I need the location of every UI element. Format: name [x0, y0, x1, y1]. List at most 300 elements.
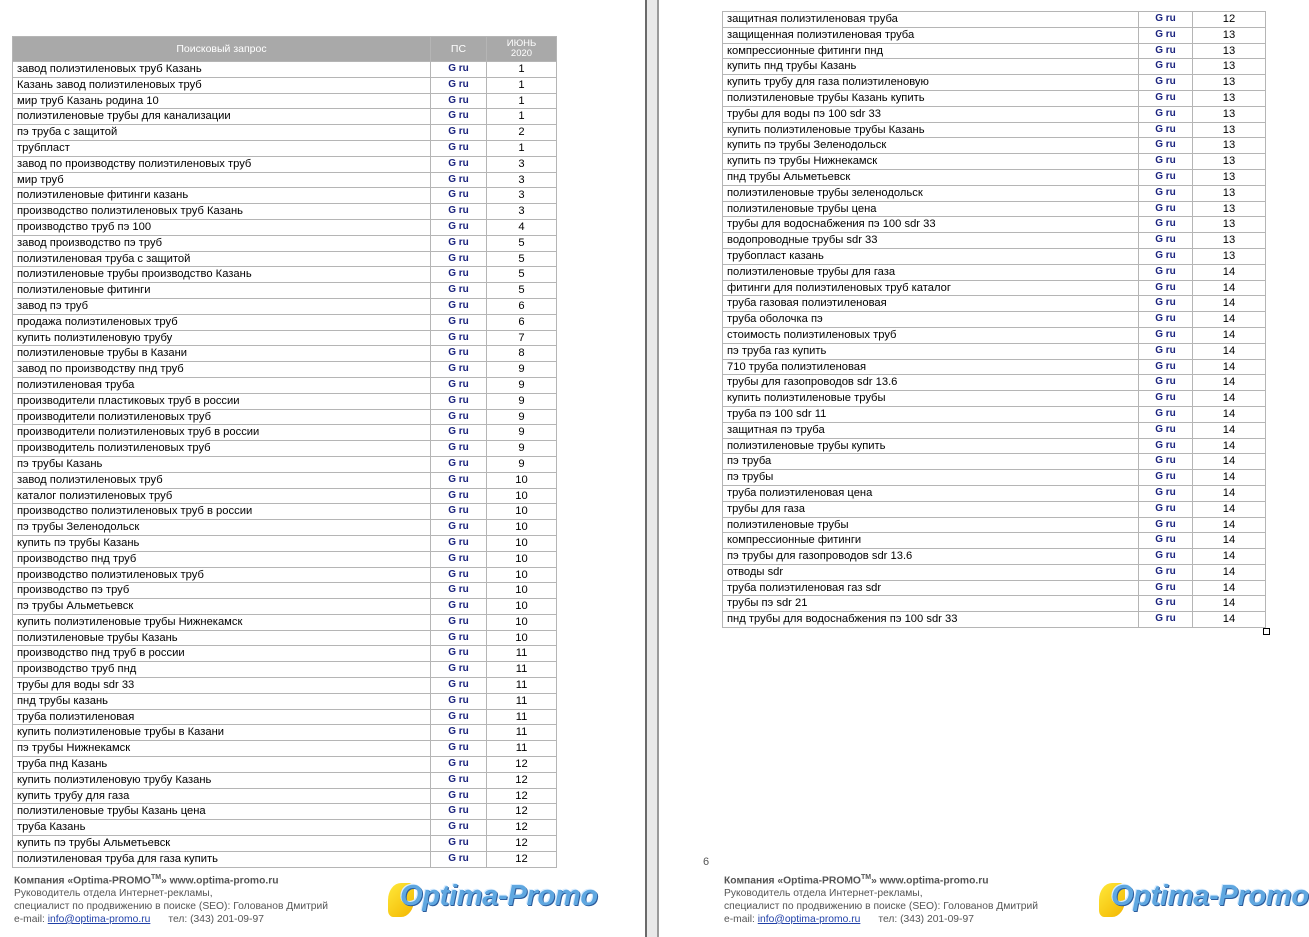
search-engine-cell: G ru: [431, 377, 487, 393]
query-cell: трубы для воды пэ 100 sdr 33: [723, 106, 1139, 122]
phone: тел: (343) 201-09-97: [878, 913, 974, 925]
query-cell: производство труб пнд: [13, 662, 431, 678]
search-engine-cell: G ru: [1139, 185, 1193, 201]
query-cell: производство пнд труб: [13, 551, 431, 567]
position-cell: 13: [1193, 185, 1266, 201]
position-cell: 10: [487, 504, 557, 520]
search-engine-cell: G ru: [431, 614, 487, 630]
search-engine-cell: G ru: [1139, 485, 1193, 501]
table-row: [13, 188, 557, 204]
position-cell: 10: [487, 535, 557, 551]
query-cell: полиэтиленовые фитинги казань: [13, 188, 431, 204]
position-cell: 10: [487, 520, 557, 536]
query-cell: труба оболочка пэ: [723, 312, 1139, 328]
logo-text: Optima-Promo: [1111, 880, 1309, 912]
position-cell: 1: [487, 62, 557, 78]
position-cell: 5: [487, 235, 557, 251]
query-cell: полиэтиленовые трубы: [723, 517, 1139, 533]
search-engine-cell: G ru: [431, 251, 487, 267]
position-cell: 10: [487, 614, 557, 630]
query-cell: завод по производству пнд труб: [13, 362, 431, 378]
table-row: [723, 375, 1266, 391]
search-engine-cell: G ru: [431, 662, 487, 678]
search-engine-cell: G ru: [431, 109, 487, 125]
header-year: 2020: [510, 48, 533, 59]
position-cell: 10: [487, 472, 557, 488]
table-row: [13, 599, 557, 615]
position-cell: 6: [487, 314, 557, 330]
table-row: [13, 330, 557, 346]
position-cell: 10: [487, 630, 557, 646]
position-cell: 3: [487, 188, 557, 204]
table-row: [13, 251, 557, 267]
position-cell: 9: [487, 393, 557, 409]
table-row: [723, 312, 1266, 328]
page-number: 6: [703, 856, 710, 868]
search-engine-cell: G ru: [1139, 564, 1193, 580]
company-site: » www.optima-promo.ru: [871, 875, 989, 887]
search-engine-cell: G ru: [1139, 138, 1193, 154]
table-header-row: [13, 37, 557, 62]
query-cell: Казань завод полиэтиленовых труб: [13, 77, 431, 93]
search-engine-cell: G ru: [1139, 391, 1193, 407]
table-row: [723, 517, 1266, 533]
table-row: [13, 362, 557, 378]
search-engine-cell: G ru: [1139, 154, 1193, 170]
email-label: e-mail:: [14, 913, 48, 925]
footer-company: [14, 872, 328, 888]
position-cell: 10: [487, 567, 557, 583]
position-cell: 11: [487, 693, 557, 709]
search-engine-cell: G ru: [431, 630, 487, 646]
table-row: [13, 614, 557, 630]
query-cell: купить полиэтиленовую трубу: [13, 330, 431, 346]
query-cell: пэ трубы: [723, 470, 1139, 486]
table-row: [13, 283, 557, 299]
table-row: [13, 820, 557, 836]
table-row: [13, 156, 557, 172]
table-row: [13, 140, 557, 156]
query-cell: труба Казань: [13, 820, 431, 836]
query-cell: полиэтиленовые трубы Казань цена: [13, 804, 431, 820]
trademark: TM: [860, 874, 872, 881]
position-cell: 8: [487, 346, 557, 362]
table-row: [13, 520, 557, 536]
position-cell: 5: [487, 283, 557, 299]
email-label: e-mail:: [724, 913, 758, 925]
position-cell: 9: [487, 409, 557, 425]
query-cell: труба газовая полиэтиленовая: [723, 296, 1139, 312]
table-row: [13, 109, 557, 125]
table-row: [13, 472, 557, 488]
query-cell: компрессионные фитинги: [723, 533, 1139, 549]
table-row: [13, 725, 557, 741]
search-engine-cell: G ru: [431, 709, 487, 725]
table-row: [723, 422, 1266, 438]
position-cell: 12: [487, 757, 557, 773]
query-cell: полиэтиленовые трубы в Казани: [13, 346, 431, 362]
table-row: [13, 204, 557, 220]
query-cell: труба полиэтиленовая газ sdr: [723, 580, 1139, 596]
search-engine-cell: G ru: [431, 678, 487, 694]
search-engine-cell: G ru: [1139, 296, 1193, 312]
position-cell: 14: [1193, 375, 1266, 391]
position-cell: 12: [487, 772, 557, 788]
position-cell: 14: [1193, 533, 1266, 549]
search-engine-cell: G ru: [1139, 248, 1193, 264]
query-cell: труба полиэтиленовая: [13, 709, 431, 725]
position-cell: 11: [487, 709, 557, 725]
query-cell: 710 труба полиэтиленовая: [723, 359, 1139, 375]
position-cell: 12: [1193, 12, 1266, 28]
search-engine-cell: G ru: [1139, 612, 1193, 628]
table-row: [723, 217, 1266, 233]
query-cell: трубы для воды sdr 33: [13, 678, 431, 694]
table-row: [723, 233, 1266, 249]
position-cell: 10: [487, 599, 557, 615]
table-row: [723, 138, 1266, 154]
company-logo: [1099, 877, 1309, 919]
position-cell: 12: [487, 804, 557, 820]
search-engine-cell: G ru: [431, 472, 487, 488]
query-cell: пэ трубы Зеленодольск: [13, 520, 431, 536]
document-page-right: [659, 0, 1309, 937]
table-row: [13, 757, 557, 773]
table-row: [13, 441, 557, 457]
query-cell: производитель полиэтиленовых труб: [13, 441, 431, 457]
position-cell: 14: [1193, 296, 1266, 312]
company-name: Компания «Optima-PROMO: [724, 875, 861, 887]
table-row: [13, 346, 557, 362]
search-engine-cell: G ru: [1139, 75, 1193, 91]
search-engine-cell: G ru: [431, 693, 487, 709]
position-cell: 14: [1193, 422, 1266, 438]
search-engine-cell: G ru: [431, 172, 487, 188]
table-row: [723, 264, 1266, 280]
table-row: [723, 391, 1266, 407]
query-cell: купить пэ трубы Зеленодольск: [723, 138, 1139, 154]
company-site: » www.optima-promo.ru: [161, 875, 279, 887]
table-row: [723, 201, 1266, 217]
search-engine-cell: G ru: [431, 314, 487, 330]
table-row: [13, 377, 557, 393]
search-engine-cell: G ru: [1139, 359, 1193, 375]
search-engine-cell: G ru: [1139, 422, 1193, 438]
search-engine-cell: G ru: [431, 583, 487, 599]
table-row: [723, 359, 1266, 375]
position-cell: 13: [1193, 43, 1266, 59]
position-cell: 14: [1193, 596, 1266, 612]
query-cell: полиэтиленовые трубы Казань купить: [723, 90, 1139, 106]
search-engine-cell: G ru: [1139, 327, 1193, 343]
table-row: [723, 280, 1266, 296]
query-cell: производители полиэтиленовых труб: [13, 409, 431, 425]
search-engine-cell: G ru: [431, 362, 487, 378]
search-engine-cell: G ru: [1139, 12, 1193, 28]
position-cell: 1: [487, 77, 557, 93]
query-cell: защитная полиэтиленовая труба: [723, 12, 1139, 28]
position-cell: 9: [487, 362, 557, 378]
table-body-left: [13, 62, 557, 868]
table-row: [13, 456, 557, 472]
search-engine-cell: G ru: [1139, 27, 1193, 43]
table-row: [723, 454, 1266, 470]
position-cell: 13: [1193, 27, 1266, 43]
page-gutter: [645, 0, 659, 937]
query-cell: полиэтиленовые трубы для канализации: [13, 109, 431, 125]
search-engine-cell: G ru: [431, 725, 487, 741]
header-query: Поисковый запрос: [13, 37, 431, 62]
position-cell: 10: [487, 551, 557, 567]
search-engine-cell: G ru: [431, 772, 487, 788]
table-row: [13, 535, 557, 551]
search-engine-cell: G ru: [431, 441, 487, 457]
search-engine-cell: G ru: [431, 535, 487, 551]
query-cell: полиэтиленовые фитинги: [13, 283, 431, 299]
query-cell: пнд трубы Альметьевск: [723, 169, 1139, 185]
search-engine-cell: G ru: [431, 393, 487, 409]
position-cell: 13: [1193, 248, 1266, 264]
query-cell: трубпласт: [13, 140, 431, 156]
search-engine-cell: G ru: [1139, 90, 1193, 106]
position-cell: 7: [487, 330, 557, 346]
table-row: [13, 488, 557, 504]
trademark: TM: [150, 874, 162, 881]
position-cell: 14: [1193, 485, 1266, 501]
position-cell: 3: [487, 156, 557, 172]
table-row: [13, 804, 557, 820]
table-row: [13, 172, 557, 188]
position-cell: 14: [1193, 280, 1266, 296]
footer-right: [724, 872, 1038, 927]
query-cell: продажа полиэтиленовых труб: [13, 314, 431, 330]
search-engine-cell: G ru: [1139, 533, 1193, 549]
search-engine-cell: G ru: [1139, 169, 1193, 185]
query-cell: отводы sdr: [723, 564, 1139, 580]
query-cell: полиэтиленовые трубы для газа: [723, 264, 1139, 280]
query-cell: производство пнд труб в россии: [13, 646, 431, 662]
table-row: [13, 504, 557, 520]
query-cell: стоимость полиэтиленовых труб: [723, 327, 1139, 343]
position-cell: 14: [1193, 312, 1266, 328]
query-cell: купить пнд трубы Казань: [723, 59, 1139, 75]
search-engine-cell: G ru: [1139, 122, 1193, 138]
query-cell: полиэтиленовая труба: [13, 377, 431, 393]
query-cell: купить трубу для газа: [13, 788, 431, 804]
search-engine-cell: G ru: [1139, 438, 1193, 454]
table-row: [13, 662, 557, 678]
table-row: [13, 693, 557, 709]
position-cell: 11: [487, 678, 557, 694]
query-cell: мир труб Казань родина 10: [13, 93, 431, 109]
query-cell: пэ труба газ купить: [723, 343, 1139, 359]
search-engine-cell: G ru: [431, 836, 487, 852]
position-cell: 4: [487, 219, 557, 235]
table-row: [723, 501, 1266, 517]
table-row: [13, 567, 557, 583]
table-row: [723, 580, 1266, 596]
position-cell: 13: [1193, 201, 1266, 217]
search-engine-cell: G ru: [431, 62, 487, 78]
search-engine-cell: G ru: [431, 788, 487, 804]
table-row: [13, 62, 557, 78]
position-cell: 9: [487, 425, 557, 441]
query-cell: полиэтиленовая труба для газа купить: [13, 851, 431, 867]
position-cell: 14: [1193, 501, 1266, 517]
query-cell: защитная пэ труба: [723, 422, 1139, 438]
search-engine-cell: G ru: [431, 757, 487, 773]
footer-contacts: [14, 914, 328, 927]
table-row: [13, 741, 557, 757]
search-engine-cell: G ru: [1139, 59, 1193, 75]
table-row: [13, 235, 557, 251]
email-link[interactable]: info@optima-promo.ru: [757, 913, 861, 925]
search-engine-cell: G ru: [1139, 343, 1193, 359]
search-engine-cell: G ru: [431, 235, 487, 251]
query-cell: купить полиэтиленовую трубу Казань: [13, 772, 431, 788]
footer-company: [724, 872, 1038, 888]
logo-text: Optima-Promo: [400, 880, 598, 912]
query-cell: купить полиэтиленовые трубы: [723, 391, 1139, 407]
table-row: [13, 630, 557, 646]
query-cell: пнд трубы казань: [13, 693, 431, 709]
position-cell: 14: [1193, 343, 1266, 359]
search-engine-cell: G ru: [431, 204, 487, 220]
table-row: [13, 551, 557, 567]
table-row: [13, 646, 557, 662]
search-engine-cell: G ru: [1139, 233, 1193, 249]
position-cell: 11: [487, 725, 557, 741]
table-row: [13, 709, 557, 725]
table-row: [723, 154, 1266, 170]
position-cell: 13: [1193, 75, 1266, 91]
footer-position: Руководитель отдела Интернет-рекламы,: [14, 888, 213, 900]
query-cell: водопроводные трубы sdr 33: [723, 233, 1139, 249]
query-cell: купить полиэтиленовые трубы Казань: [723, 122, 1139, 138]
position-cell: 14: [1193, 564, 1266, 580]
search-engine-cell: G ru: [431, 156, 487, 172]
table-row: [13, 851, 557, 867]
query-cell: производство пэ труб: [13, 583, 431, 599]
footer-specialist: специалист по продвижению в поиске (SEO): Голованов Дмитрий: [14, 901, 329, 913]
query-cell: пэ трубы для газопроводов sdr 13.6: [723, 549, 1139, 565]
search-engine-cell: G ru: [431, 425, 487, 441]
email-link[interactable]: info@optima-promo.ru: [47, 913, 151, 925]
query-cell: трубы для газа: [723, 501, 1139, 517]
query-cell: купить полиэтиленовые трубы в Казани: [13, 725, 431, 741]
query-cell: полиэтиленовые трубы производство Казань: [13, 267, 431, 283]
position-cell: 14: [1193, 580, 1266, 596]
query-cell: трубы для водоснабжения пэ 100 sdr 33: [723, 217, 1139, 233]
query-cell: производство полиэтиленовых труб Казань: [13, 204, 431, 220]
search-engine-cell: G ru: [1139, 454, 1193, 470]
table-row: [13, 267, 557, 283]
search-engine-cell: G ru: [431, 504, 487, 520]
position-cell: 14: [1193, 549, 1266, 565]
query-cell: пэ труба: [723, 454, 1139, 470]
position-cell: 13: [1193, 233, 1266, 249]
position-cell: 9: [487, 456, 557, 472]
table-row: [723, 59, 1266, 75]
table-row: [13, 125, 557, 141]
table-row: [13, 93, 557, 109]
search-engine-cell: G ru: [1139, 217, 1193, 233]
position-cell: 3: [487, 204, 557, 220]
table-row: [723, 564, 1266, 580]
search-engine-cell: G ru: [431, 346, 487, 362]
table-row: [13, 314, 557, 330]
table-row: [723, 75, 1266, 91]
query-cell: завод полиэтиленовых труб Казань: [13, 62, 431, 78]
search-engine-cell: G ru: [431, 646, 487, 662]
position-cell: 6: [487, 298, 557, 314]
query-cell: завод полиэтиленовых труб: [13, 472, 431, 488]
position-cell: 3: [487, 172, 557, 188]
query-cell: трубы пэ sdr 21: [723, 596, 1139, 612]
table-row: [723, 90, 1266, 106]
search-engine-cell: G ru: [431, 488, 487, 504]
query-cell: производители пластиковых труб в россии: [13, 393, 431, 409]
query-cell: полиэтиленовые трубы купить: [723, 438, 1139, 454]
search-engine-cell: G ru: [1139, 517, 1193, 533]
position-cell: 2: [487, 125, 557, 141]
table-row: [13, 772, 557, 788]
keywords-table-right: [722, 11, 1266, 628]
query-cell: труба полиэтиленовая цена: [723, 485, 1139, 501]
query-cell: пэ трубы Альметьевск: [13, 599, 431, 615]
position-cell: 10: [487, 488, 557, 504]
table-row: [723, 327, 1266, 343]
table-row: [723, 470, 1266, 486]
search-engine-cell: G ru: [1139, 280, 1193, 296]
position-cell: 13: [1193, 59, 1266, 75]
position-cell: 13: [1193, 169, 1266, 185]
search-engine-cell: G ru: [431, 551, 487, 567]
table-row: [723, 485, 1266, 501]
table-row: [723, 438, 1266, 454]
search-engine-cell: G ru: [431, 77, 487, 93]
position-cell: 1: [487, 109, 557, 125]
position-cell: 14: [1193, 327, 1266, 343]
footer-left: [14, 872, 328, 927]
table-row: [13, 219, 557, 235]
table-row: [723, 533, 1266, 549]
table-row: [723, 406, 1266, 422]
company-logo: [388, 877, 598, 919]
table-resize-handle[interactable]: [1263, 628, 1270, 635]
query-cell: купить пэ трубы Казань: [13, 535, 431, 551]
position-cell: 14: [1193, 454, 1266, 470]
header-month: [487, 37, 557, 62]
query-cell: производители полиэтиленовых труб в россии: [13, 425, 431, 441]
query-cell: производство полиэтиленовых труб в россии: [13, 504, 431, 520]
query-cell: производство полиэтиленовых труб: [13, 567, 431, 583]
position-cell: 12: [487, 788, 557, 804]
query-cell: полиэтиленовые трубы зеленодольск: [723, 185, 1139, 201]
table-row: [13, 836, 557, 852]
position-cell: 13: [1193, 138, 1266, 154]
search-engine-cell: G ru: [1139, 201, 1193, 217]
table-row: [13, 77, 557, 93]
query-cell: пнд трубы для водоснабжения пэ 100 sdr 33: [723, 612, 1139, 628]
position-cell: 11: [487, 662, 557, 678]
query-cell: трубопласт казань: [723, 248, 1139, 264]
search-engine-cell: G ru: [431, 599, 487, 615]
header-ps: ПС: [431, 37, 487, 62]
position-cell: 14: [1193, 264, 1266, 280]
position-cell: 11: [487, 646, 557, 662]
phone: тел: (343) 201-09-97: [168, 913, 264, 925]
